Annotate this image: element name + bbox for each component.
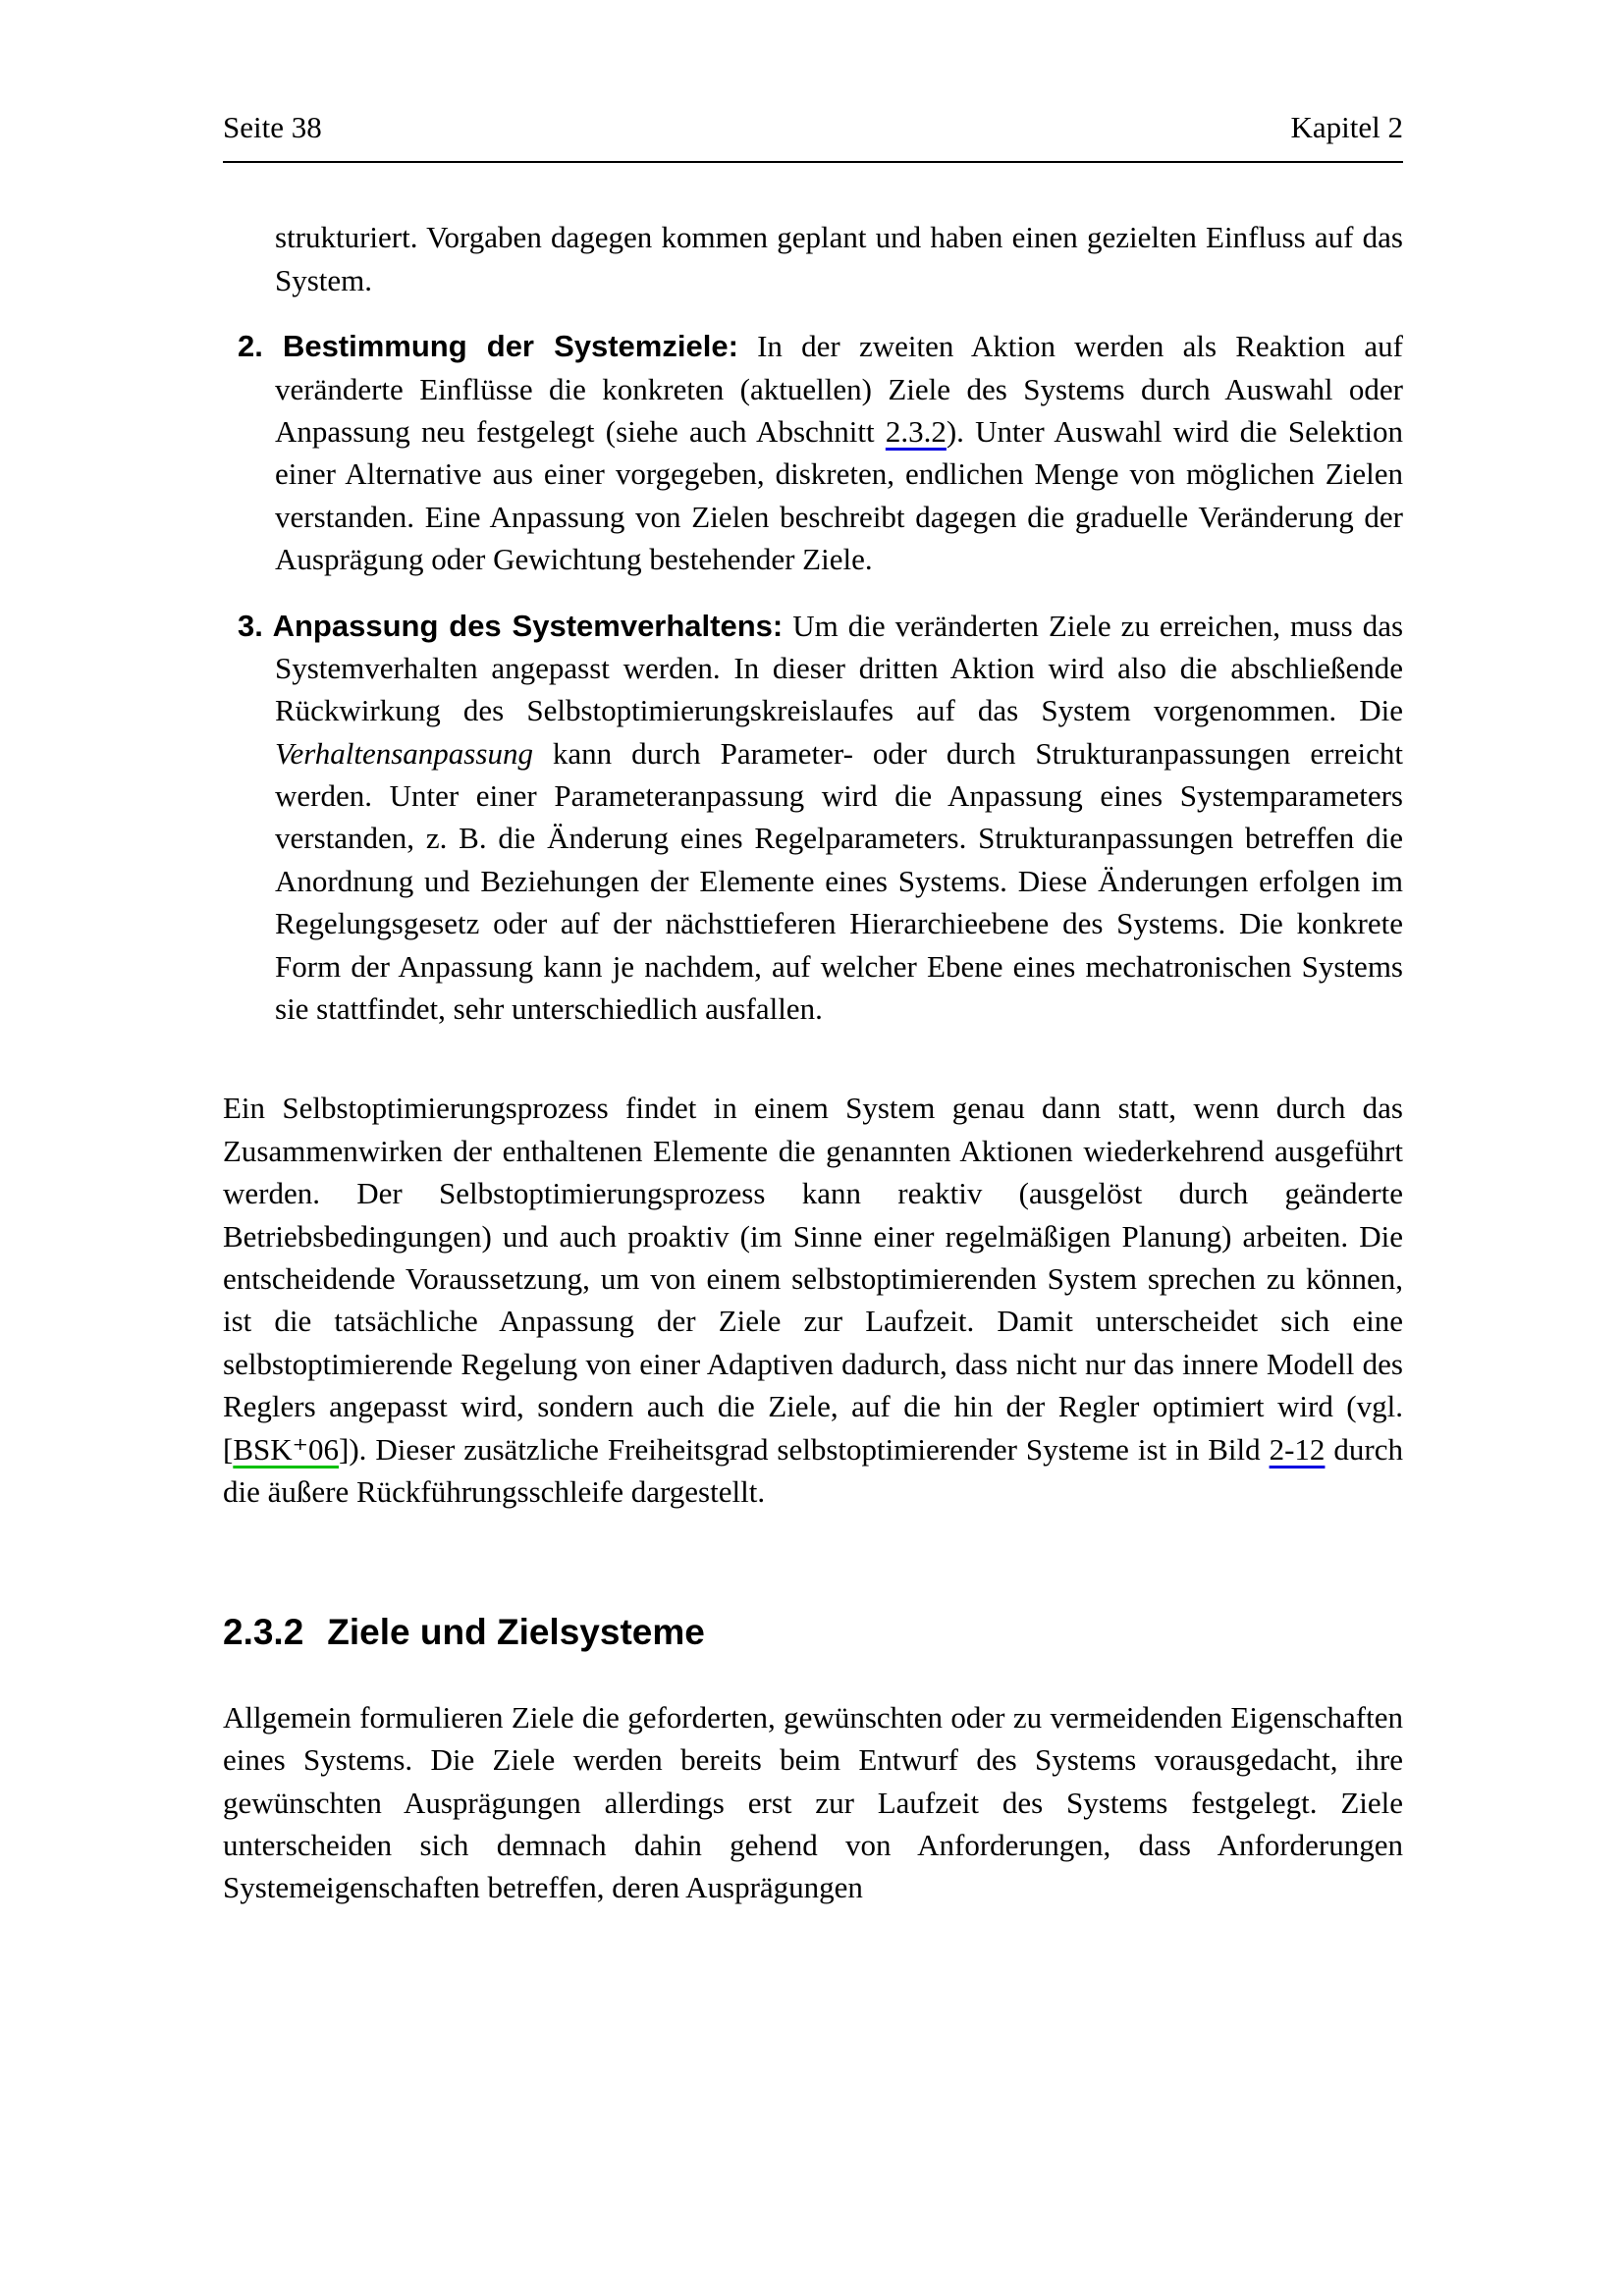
text-run: durch die äußere Rückführungsschleife dargestellt.: [223, 1431, 1403, 1509]
item-text: [275, 220, 1403, 296]
section-title: Ziele und Zielsysteme: [327, 1612, 705, 1653]
item-label: [238, 329, 738, 363]
list-item-3: [223, 605, 1403, 1031]
text-run: strukturiert. Vorgaben dagegen kommen geplant und haben einen gezielten Einfluss auf das System.: [275, 220, 1403, 297]
text-run: Ein Selbstoptimierungsprozess findet in einem System genau dann statt, wenn durch das Zusammenwirken der enthaltenen Elemente die genannten Aktionen wiederkehrend ausgeführt werden. Der Selbstoptimierungsprozess kann reaktiv (ausgelöst durch geänderte Betriebsbedingungen) und auch proaktiv (im Sinne einer regelmäßigen Planung) arbeiten. Die entscheidende Voraussetzung, um von einem selbstoptimierenden System sprechen zu können, ist die tatsächliche Anpassung der Ziele zur Laufzeit. Damit unterscheidet sich eine selbstoptimierende Regelung von einer Adaptiven dadurch, dass nicht nur das innere Modell des Reglers angepasst wird, sondern auch die Ziele, auf die hin der Regler optimiert wird (vgl. [: [223, 1091, 1403, 1467]
page-number-label: Seite 38: [223, 110, 322, 144]
figure-ref-link-2-12[interactable]: 2-12: [1269, 1431, 1326, 1467]
section-heading: [223, 1611, 1403, 1654]
paragraph-ziele: [223, 1696, 1403, 1909]
text-run: ). Unter Auswahl wird die Selektion einer Alternative aus einer vorgegeben, diskreten, endlichen Menge von möglichen Zielen verstanden. Eine Anpassung von Zielen beschreibt dagegen die graduelle Veränderung der Ausprägung oder Gewichtung bestehender Ziele.: [275, 413, 1404, 577]
item-text: [272, 608, 1404, 1027]
paragraph-selbstoptimierungsprozess: [223, 1087, 1403, 1513]
item-title: Anpassung des Systemverhaltens:: [272, 608, 784, 643]
text-run: Verhaltensanpassung: [275, 735, 533, 771]
text-run: Um die veränderten Ziele zu erreichen, muss das Systemverhalten angepasst werden. In dieser dritten Aktion wird also die abschließende Rückwirkung des Selbstoptimierungskreislaufes auf das System vorgenommen. Die: [275, 608, 1404, 728]
text-run: ]). Dieser zusätzliche Freiheitsgrad selbstoptimierender Systeme ist in Bild: [339, 1431, 1270, 1467]
enumerated-list: [223, 216, 1403, 1030]
text-run: kann durch Parameter- oder durch Strukturanpassungen erreicht werden. Unter einer Parameteranpassung wird die Anpassung eines Systemparameters verstanden, z. B. die Änderung eines Regelparameters. Strukturanpassungen betreffen die Anordnung und Beziehungen der Elemente eines Systems. Diese Änderungen erfolgen im Regelungsgesetz oder auf der nächsttieferen Hierarchieebene des Systems. Die konkrete Form der Anpassung kann je nachdem, auf welcher Ebene eines mechatronischen Systems sie stattfindet, sehr unterschiedlich ausfallen.: [275, 735, 1403, 1027]
section-ref-link-2-3-2[interactable]: 2.3.2: [885, 413, 947, 449]
item-text: [275, 329, 1403, 576]
item-number: 2.: [238, 329, 263, 364]
item-number: 3.: [238, 608, 263, 643]
page-body: [223, 216, 1403, 1908]
paragraph-text: [223, 1700, 1403, 1905]
list-item-continuation: [223, 216, 1403, 301]
list-item-2: [223, 325, 1403, 580]
item-label: [238, 609, 783, 643]
citation-link-bsk06[interactable]: BSK⁺06: [233, 1431, 339, 1467]
item-title: Bestimmung der Systemziele:: [282, 329, 738, 364]
text-run: Allgemein formulieren Ziele die geforderten, gewünschten oder zu vermeidenden Eigenschaften eines Systems. Die Ziele werden bereits beim Entwurf des Systems vorausgedacht, ihre gewünschten Ausprägungen allerdings erst zur Laufzeit des Systems festgelegt. Ziele unterscheiden sich demnach dahin gehend von Anforderungen, dass Anforderungen Systemeigenschaften betreffen, deren Ausprägungen: [223, 1699, 1403, 1905]
paragraph-text: [223, 1091, 1403, 1509]
chapter-label: Kapitel 2: [1290, 110, 1403, 144]
section-number: 2.3.2: [223, 1612, 304, 1653]
text-run: In der zweiten Aktion werden als Reaktion auf veränderte Einflüsse die konkreten (aktuellen) Ziele des Systems durch Auswahl oder Anpassung neu festgelegt (siehe auch Abschnitt: [275, 329, 1403, 449]
page-header: [223, 106, 1403, 163]
